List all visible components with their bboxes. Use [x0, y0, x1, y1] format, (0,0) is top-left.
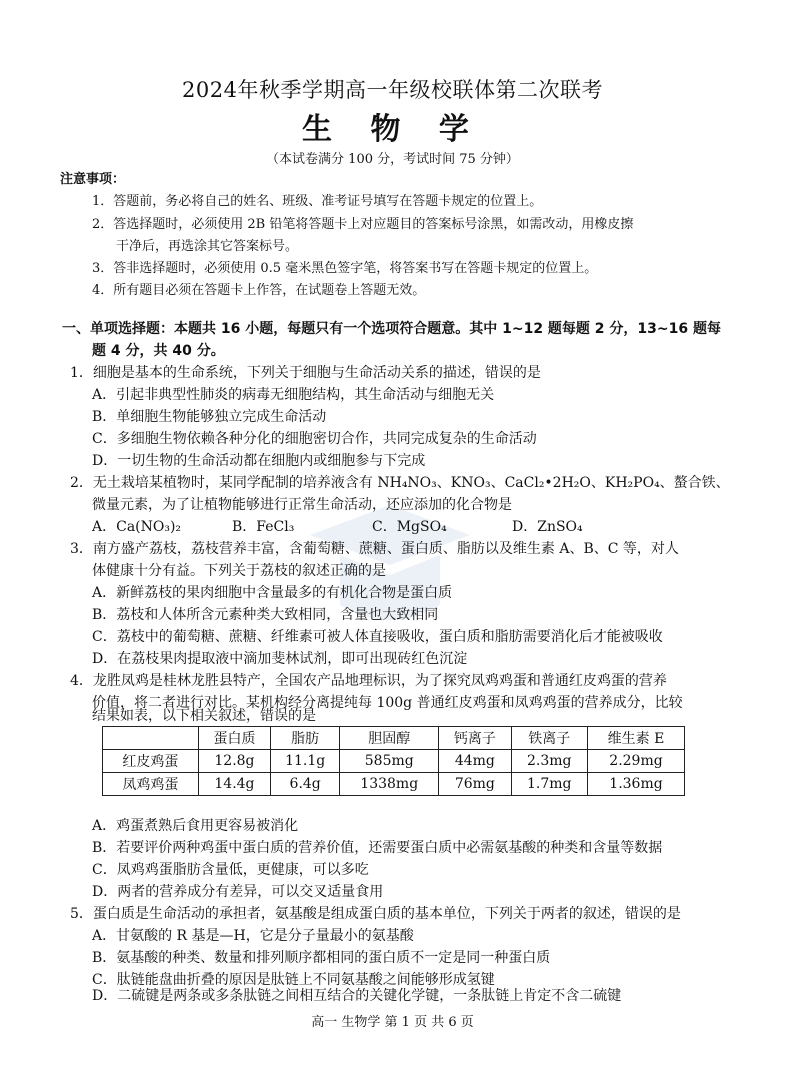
question-3-option-c: C．荔枝中的葡萄糖、蔗糖、纤维素可被人体直接吸收，蛋白质和脂肪需要消化后才能被吸收 [92, 629, 663, 645]
table-header-cell: 蛋白质 [198, 727, 270, 750]
table-cell: 2.29mg [588, 750, 685, 773]
question-3-option-b: B．荔枝和人体所含元素种类大致相同，含量也大致相同 [92, 607, 439, 623]
subject-title: 生 物 学 [302, 112, 483, 147]
question-1-stem: 1．细胞是基本的生命系统，下列关于细胞与生命活动关系的描述，错误的是 [70, 365, 541, 381]
question-2-option-d: D．ZnSO₄ [512, 519, 583, 535]
question-3-option-d: D．在荔枝果肉提取液中滴加斐林试剂，即可出现砖红色沉淀 [92, 651, 468, 667]
question-1-option-b: B．单细胞生物能够独立完成生命活动 [92, 409, 327, 425]
question-2-options [92, 516, 652, 536]
question-2-stem: 2．无土栽培某植物时，某同学配制的培养液含有 NH₄NO₃、KNO₃、CaCl₂•2H₂O、KH₂PO₄、螯合铁、 [70, 475, 730, 491]
notice-item: 2．答选择题时，必须使用 2B 铅笔将答题卡上对应题目的答案标号涂黑，如需改动，用橡皮擦 [92, 217, 634, 232]
notice-item-continued: 干净后，再选涂其它答案标号。 [116, 239, 299, 254]
table-header-cell: 钙离子 [439, 727, 511, 750]
question-2-option-b: B．FeCl₃ [232, 519, 295, 535]
question-5-option-b: B．氨基酸的种类、数量和排列顺序都相同的蛋白质不一定是同一种蛋白质 [92, 950, 551, 966]
table-header-row [103, 727, 685, 750]
table-row [103, 750, 685, 773]
table-cell: 凤鸡鸡蛋 [103, 773, 199, 796]
question-3-stem: 3．南方盛产荔枝，荔枝营养丰富，含葡萄糖、蔗糖、蛋白质、脂肪以及维生素 A、B、C 等，对人 [70, 541, 679, 557]
section-heading-line2: 题 4 分，共 40 分。 [92, 343, 225, 359]
notice-item: 3．答非选择题时，必须使用 0.5 毫米黑色签字笔，将答案书写在答题卡规定的位置上。 [92, 261, 598, 276]
table-cell: 44mg [439, 750, 511, 773]
question-4-stem: 4．龙胜凤鸡是桂林龙胜县特产，全国农产品地理标识，为了探究凤鸡鸡蛋和普通红皮鸡蛋的营养 [70, 673, 667, 689]
table-cell: 1338mg [340, 773, 439, 796]
question-4-option-c: C．凤鸡鸡蛋脂肪含量低，更健康，可以多吃 [92, 862, 369, 878]
question-5-option-a: A．甘氨酸的 R 基是—H，它是分子量最小的氨基酸 [92, 928, 414, 944]
question-2-option-c: C．MgSO₄ [372, 519, 447, 535]
question-4-stem-continued: 价值，将二者进行对比。某机构经分离提纯每 100g 普通红皮鸡蛋和凤鸡鸡蛋的营养成分，比较 [92, 695, 683, 711]
question-1-option-a: A．引起非典型性肺炎的病毒无细胞结构，其生命活动与细胞无关 [92, 387, 495, 403]
page-footer: 高一 生物学 第 1 页 共 6 页 [311, 1015, 474, 1030]
question-1-option-d: D．一切生物的生命活动都在细胞内或细胞参与下完成 [92, 453, 426, 469]
question-3-option-a: A．新鲜荔枝的果肉细胞中含量最多的有机化合物是蛋白质 [92, 585, 453, 601]
notice-heading: 注意事项： [60, 172, 126, 187]
nutrition-table [102, 726, 685, 796]
section-heading-line1: 一、单项选择题：本题共 16 小题，每题只有一个选项符合题意。其中 1~12 题每题 2 分，13~16 题每 [62, 321, 721, 337]
table-cell: 585mg [340, 750, 439, 773]
exam-info: （本试卷满分 100 分，考试时间 75 分钟） [266, 152, 519, 167]
table-header-cell [103, 727, 199, 750]
table-cell: 1.36mg [588, 773, 685, 796]
table-cell: 1.7mg [511, 773, 588, 796]
question-2-option-a: A．Ca(NO₃)₂ [92, 519, 182, 535]
question-5-option-c: C．肽链能盘曲折叠的原因是肽链上不同氨基酸之间能够形成氢键 [92, 972, 495, 988]
table-header-cell: 脂肪 [271, 727, 340, 750]
question-3-stem-continued: 体健康十分有益。下列关于荔枝的叙述正确的是 [92, 563, 386, 579]
question-1-option-c: C．多细胞生物依赖各种分化的细胞密切合作，共同完成复杂的生命活动 [92, 431, 537, 447]
notice-item: 4．所有题目必须在答题卡上作答，在试题卷上答题无效。 [92, 283, 426, 298]
question-4-option-b: B．若要评价两种鸡蛋中蛋白质的营养价值，还需要蛋白质中必需氨基酸的种类和含量等数据 [92, 840, 663, 856]
question-2-stem-continued: 微量元素，为了让植物能够进行正常生命活动，还应添加的化合物是 [92, 497, 512, 513]
question-5-stem: 5．蛋白质是生命活动的承担者，氨基酸是组成蛋白质的基本单位，下列关于两者的叙述，错误的是 [70, 906, 681, 922]
table-cell: 14.4g [198, 773, 270, 796]
table-row [103, 773, 685, 796]
table-cell: 红皮鸡蛋 [103, 750, 199, 773]
table-cell: 12.8g [198, 750, 270, 773]
question-4-option-d: D．两者的营养成分有差异，可以交叉适量食用 [92, 884, 384, 900]
question-4-option-a: A．鸡蛋煮熟后食用更容易被消化 [92, 818, 299, 834]
table-header-cell: 铁离子 [511, 727, 588, 750]
table-header-cell: 维生素 E [588, 727, 685, 750]
table-header-cell: 胆固醇 [340, 727, 439, 750]
notice-item: 1．答题前，务必将自己的姓名、班级、准考证号填写在答题卡规定的位置上。 [92, 194, 543, 209]
question-4-stem-continued: 结果如表，以下相关叙述，错误的是 [92, 708, 316, 724]
question-5-option-d: D．二硫键是两条或多条肽链之间相互结合的关键化学键，一条肽链上肯定不含二硫键 [92, 988, 622, 1004]
table-cell: 2.3mg [511, 750, 588, 773]
table-cell: 11.1g [271, 750, 340, 773]
table-cell: 76mg [439, 773, 511, 796]
exam-title: 2024年秋季学期高一年级校联体第二次联考 [182, 78, 603, 102]
table-cell: 6.4g [271, 773, 340, 796]
